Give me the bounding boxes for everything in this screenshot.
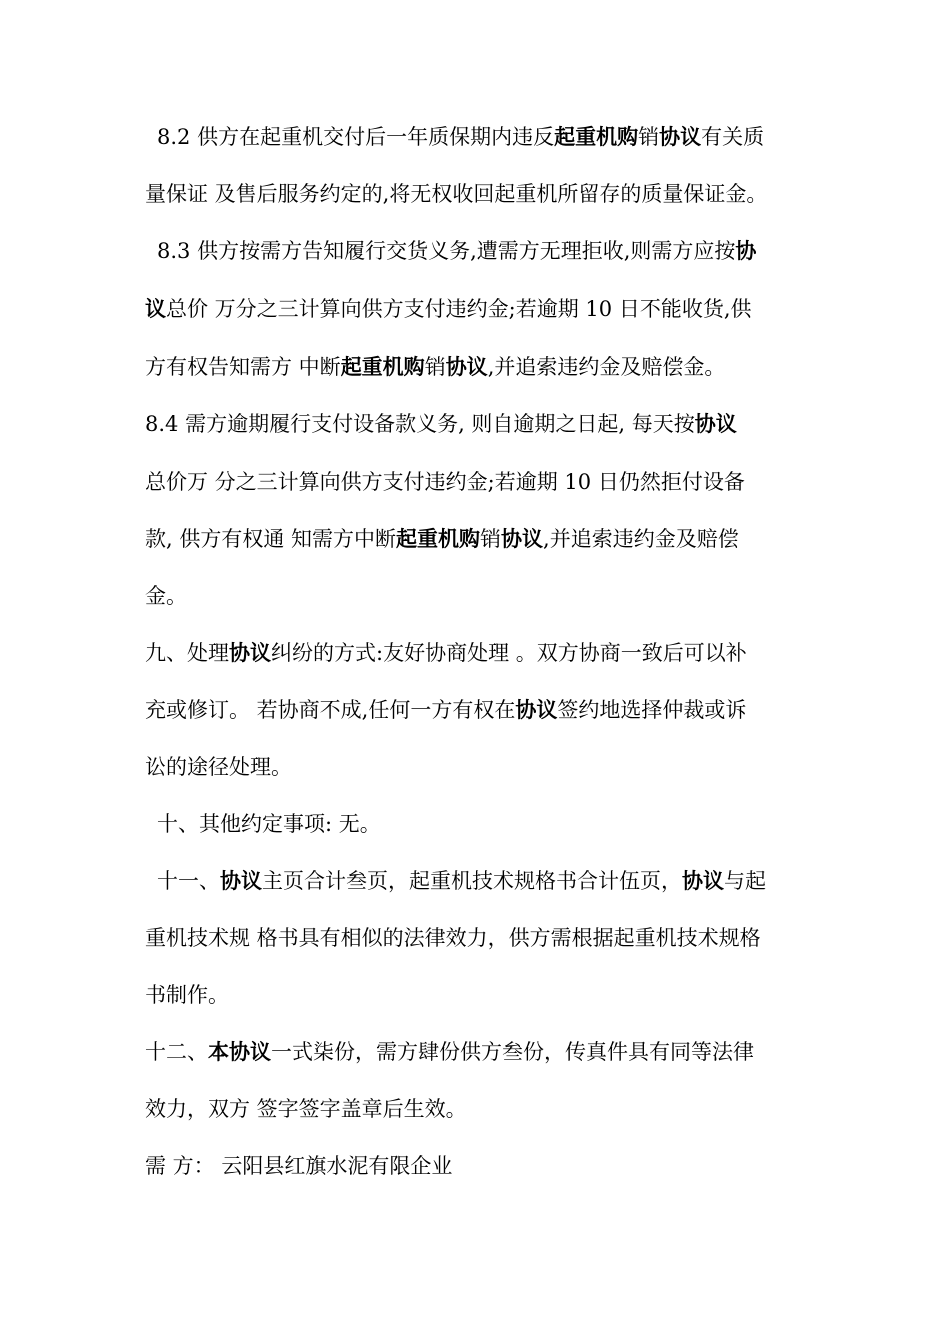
emphasis-text: 本协议	[208, 1039, 271, 1064]
text-line-13	[157, 806, 827, 842]
body-text: 销	[638, 125, 660, 149]
body-text: 款, 供方有权通 知需方中断	[145, 527, 397, 551]
text-line-5	[145, 349, 815, 385]
body-text: 销	[480, 527, 502, 551]
text-line-8	[145, 521, 815, 557]
emphasis-text: 协议	[501, 526, 544, 551]
text-line-6	[145, 406, 815, 442]
text-line-1	[157, 119, 827, 155]
body-text: 与起	[724, 869, 766, 893]
emphasis-text: 协议	[694, 411, 737, 436]
body-text: 效力，双方 签字签字盖章后生效。	[145, 1097, 467, 1121]
text-line-12	[145, 749, 815, 785]
text-line-7	[145, 464, 815, 500]
body-text: 量保证 及售后服务约定的,将无权收回起重机所留存的质量保证金。	[145, 182, 768, 206]
text-line-16	[145, 977, 815, 1013]
emphasis-text: 起重机购	[396, 526, 481, 551]
body-text: 总价万 分之三计算向供方支付违约金;若逾期 10 日仍然拒付设备	[145, 470, 745, 494]
text-line-18	[145, 1091, 815, 1127]
text-line-15	[145, 920, 815, 956]
emphasis-text: 起重机购	[340, 354, 425, 379]
text-line-3	[157, 233, 827, 269]
body-text: 十一、	[157, 869, 220, 893]
body-text: 有关质	[701, 125, 765, 149]
emphasis-text: 协	[735, 238, 757, 263]
body-text: 九、处理	[145, 641, 229, 665]
body-text: ,并追索违约金及赔偿金。	[487, 355, 726, 379]
text-line-9	[145, 578, 815, 614]
body-text: 充或修订。 若协商不成,任何一方有权在	[145, 698, 516, 722]
emphasis-text: 起重机购	[554, 124, 639, 149]
text-line-2	[145, 176, 815, 212]
body-text: 纠纷的方式:友好协商处理 。双方协商一致后可以补	[271, 641, 747, 665]
body-text: 金。	[145, 584, 187, 608]
body-text: 一式柒份，需方肆份供方叁份，传真件具有同等法律	[271, 1040, 754, 1064]
body-text: 主页合计叁页，起重机技术规格书合计伍页，	[262, 869, 682, 893]
body-text: 签约地选择仲裁或诉	[557, 698, 747, 722]
text-line-19	[145, 1148, 815, 1184]
body-text: 8.4 需方逾期履行支付设备款义务, 则自逾期之日起, 每天按	[145, 412, 695, 436]
body-text: 需 方： 云阳县红旗水泥有限企业	[145, 1154, 453, 1178]
body-text: ,并追索违约金及赔偿	[543, 527, 739, 551]
text-line-11	[145, 692, 815, 728]
text-line-14	[157, 863, 827, 899]
emphasis-text: 协议	[682, 868, 724, 893]
emphasis-text: 协议	[229, 640, 271, 665]
body-text: 十、其他约定事项: 无。	[157, 812, 381, 836]
emphasis-text: 协议	[515, 697, 558, 722]
body-text: 8.2 供方在起重机交付后一年质保期内违反	[157, 125, 555, 149]
emphasis-text: 协议	[659, 124, 702, 149]
emphasis-text: 议	[145, 296, 166, 321]
body-text: 书制作。	[145, 983, 229, 1007]
body-text: 方有权告知需方 中断	[145, 355, 341, 379]
text-line-4	[145, 291, 815, 327]
text-line-10	[145, 635, 815, 671]
body-text: 重机技术规 格书具有相似的法律效力，供方需根据起重机技术规格	[145, 926, 761, 950]
body-text: 总价 万分之三计算向供方支付违约金;若逾期 10 日不能收货,供	[166, 297, 752, 321]
body-text: 讼的途径处理。	[145, 755, 292, 779]
body-text: 销	[424, 355, 446, 379]
body-text: 十二、	[145, 1040, 208, 1064]
body-text: 8.3 供方按需方告知履行交货义务,遭需方无理拒收,则需方应按	[157, 239, 736, 263]
emphasis-text: 协议	[220, 868, 262, 893]
text-line-17	[145, 1034, 815, 1070]
emphasis-text: 协议	[445, 354, 488, 379]
